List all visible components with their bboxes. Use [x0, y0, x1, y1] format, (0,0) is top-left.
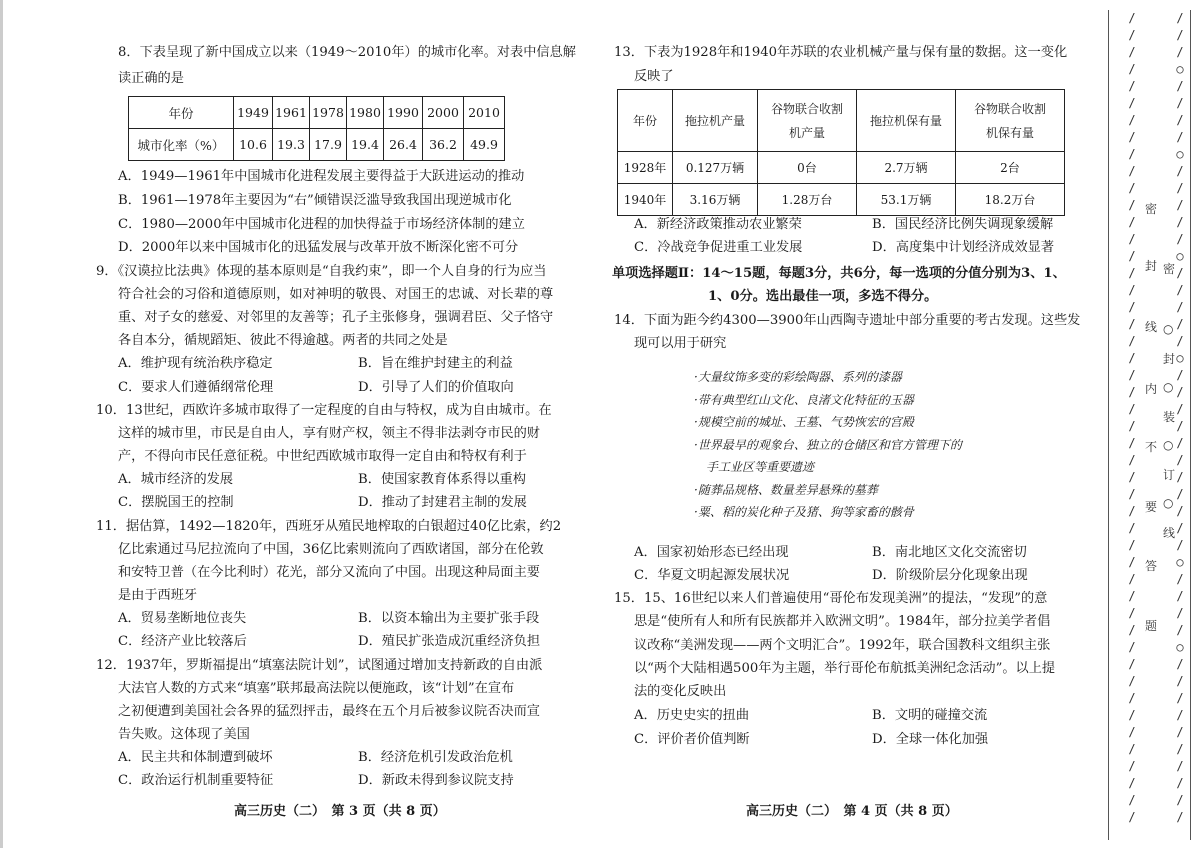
binding-dashes: / / / / / / / / / / / / / / / / / / / / / / / / / / / / / / / / / / / / / / / / / / / / / / / / — [1128, 11, 1136, 824]
q10-option-d: D．推动了封建君主制的发展 — [358, 495, 527, 510]
binding-rule — [1190, 10, 1191, 840]
q11-stem: 和安特卫普（在今比利时）花光，部分又流向了中国。出现这种局面主要 — [118, 565, 540, 580]
q13-td: 0台 — [758, 152, 857, 184]
q14-bullet-list — [694, 366, 962, 524]
q8-th: 1990 — [384, 97, 423, 129]
q13-td: 53.1万辆 — [857, 184, 956, 216]
q14-bullet: ·世界最早的观象台、独立的仓储区和官方管理下的 — [694, 437, 962, 452]
q8-td: 19.3 — [273, 129, 310, 161]
q10-option-a: A．城市经济的发展 — [118, 472, 234, 487]
q9-option-a: A．维护现有统治秩序稳定 — [118, 356, 273, 371]
q13-td: 1940年 — [618, 184, 673, 216]
q13-stem-2: 反映了 — [634, 69, 674, 84]
q8-option-d: D．2000年以来中国城市化的迅猛发展与改革开放不断深化密不可分 — [118, 240, 519, 255]
q10-stem: 10．13世纪，西欧许多城市取得了一定程度的自由与特权，成为自由城市。在 — [96, 403, 552, 418]
q14-stem-2: 现可以用于研究 — [634, 336, 727, 351]
q13-option-d: D．高度集中计划经济成效显著 — [872, 240, 1055, 255]
q13-option-b: B．国民经济比例失调现象缓解 — [872, 217, 1054, 232]
q14-option-c: C．华夏文明起源发展状况 — [634, 568, 790, 583]
q13-th: 拖拉机产量 — [673, 90, 758, 152]
binding-mark: ○ — [1163, 496, 1174, 510]
q11-stem: 是由于西班牙 — [118, 588, 198, 603]
q8-th: 2000 — [423, 97, 464, 129]
q8-th: 1961 — [273, 97, 310, 129]
q8-td: 36.2 — [423, 129, 464, 161]
q15-option-a: A．历史史实的扭曲 — [634, 708, 750, 723]
q8-stem-2: 读正确的是 — [118, 71, 184, 86]
q10-stem: 这样的城市里，市民是自由人，享有财产权，领主不得非法剥夺市民的财 — [118, 426, 540, 441]
q15-stem: 15．15、16世纪以来人们普遍使用“哥伦布发现美洲”的提法，“发现”的意 — [614, 591, 1048, 606]
binding-mark: 密 — [1163, 262, 1176, 276]
q13-option-c: C．冷战竞争促进重工业发展 — [634, 240, 803, 255]
q15-stem: 思是“使所有人和所有民族都并入欧洲文明”。1984年，部分拉美学者倡 — [634, 614, 1051, 629]
q9-stem: 符合社会的习俗和道德原则，如对神明的敬畏、对国王的忠诚、对长辈的尊 — [118, 287, 554, 302]
binding-char: 内 — [1145, 382, 1158, 396]
binding-mark: 封 — [1163, 352, 1176, 366]
q15-option-d: D．全球一体化加强 — [872, 732, 989, 747]
q11-stem: 亿比索通过马尼拉流向了中国，36亿比索则流向了西欧诸国，部分在伦敦 — [118, 542, 544, 557]
q8-th: 1978 — [310, 97, 347, 129]
q11-option-a: A．贸易垄断地位丧失 — [118, 611, 247, 626]
binding-char: 要 — [1145, 500, 1158, 514]
binding-char: 题 — [1145, 619, 1158, 633]
q8-th: 2010 — [464, 97, 505, 129]
q8-td: 49.9 — [464, 129, 505, 161]
q12-option-b: B．经济危机引发政治危机 — [358, 750, 513, 765]
q8-stem-1: 8．下表呈现了新中国成立以来（1949～2010年）的城市化率。对表中信息解 — [118, 45, 576, 60]
q14-bullet: ·规模空前的城址、王墓、气势恢宏的宫殿 — [694, 415, 914, 429]
binding-mark: ○ — [1163, 322, 1174, 336]
q13-td: 18.2万台 — [956, 184, 1065, 216]
q15-stem: 议改称“美洲发现——两个文明汇合”。1992年，联合国教科文组织主张 — [634, 638, 1051, 653]
q14-bullet: ·带有典型红山文化、良渚文化特征的玉器 — [694, 392, 914, 407]
q12-option-c: C．政治运行机制重要特征 — [118, 773, 274, 788]
binding-char: 线 — [1145, 320, 1158, 334]
q10-stem: 产，不得向市民任意征税。中世纪西欧城市取得一定自由和特权有利于 — [118, 449, 527, 464]
q15-stem: 法的变化反映出 — [634, 684, 727, 699]
binding-char: 封 — [1145, 259, 1158, 273]
q13-td: 3.16万辆 — [673, 184, 758, 216]
q12-stem: 告失败。这体现了美国 — [118, 727, 250, 742]
q14-bullet: ·粟、稻的炭化种子及猪、狗等家畜的骸骨 — [694, 505, 914, 519]
scan-edge — [0, 0, 3, 848]
q13-td: 1928年 — [618, 152, 673, 184]
q14-option-d: D．阶级阶层分化现象出现 — [872, 568, 1028, 583]
q8-td: 城市化率（%） — [129, 129, 234, 161]
q12-stem: 12．1937年，罗斯福提出“填塞法院计划”，试图通过增加支持新政的自由派 — [96, 658, 543, 673]
q13-option-a: A．新经济政策推动农业繁荣 — [634, 217, 802, 232]
q8-option-b: B．1961—1978年主要因为“右”倾错误泛滥导致我国出现逆城市化 — [118, 193, 512, 208]
q13-table — [617, 89, 1065, 216]
q8-th: 1980 — [347, 97, 384, 129]
section-header-2: 1、0分。选出最佳一项，多选不得分。 — [708, 289, 938, 304]
q14-bullet: ·随葬品规格、数量差异悬殊的墓葬 — [694, 482, 878, 497]
binding-char: 答 — [1145, 559, 1158, 573]
q9-stem: 各自本分，循规蹈矩、彼此不得逾越。两者的共同之处是 — [118, 333, 448, 348]
section-header-1: 单项选择题Ⅱ：14～15题，每题3分，共6分，每一选项的分值分别为3、1、 — [612, 266, 1066, 281]
binding-dashes: / / / ○ / / / / ○ / / / / / ○ / / / / / ○ / / / / / / / / / / / ○ / / / / ○ / / / / / / / / / / — [1176, 11, 1184, 824]
q12-option-d: D．新政未得到参议院支持 — [358, 773, 514, 788]
q14-option-b: B．南北地区文化交流密切 — [872, 545, 1027, 560]
q11-option-d: D．殖民扩张造成沉重经济负担 — [358, 634, 541, 649]
q9-option-c: C．要求人们遵循纲常伦理 — [118, 380, 274, 395]
q13-stem-1: 13．下表为1928年和1940年苏联的农业机械产量与保有量的数据。这一变化 — [614, 45, 1068, 60]
binding-mark: 装 — [1163, 410, 1176, 424]
q14-bullet: ·大量纹饰多变的彩绘陶器、系列的漆器 — [694, 370, 902, 384]
q15-stem: 以“两个大陆相遇500年为主题，举行哥伦布航抵美洲纪念活动”。以上提 — [634, 661, 1056, 676]
q9-stem: 重、对子女的慈爱、对邻里的友善等；孔子主张修身，强调君臣、父子恪守 — [118, 310, 554, 325]
q9-option-d: D．引导了人们的价值取向 — [358, 380, 514, 395]
footer-left: 高三历史（二） 第 3 页（共 8 页） — [234, 804, 446, 819]
q11-stem: 11．据估算，1492—1820年，西班牙从殖民地榨取的白银超过40亿比索，约2 — [96, 519, 562, 534]
q13-td: 0.127万辆 — [673, 152, 758, 184]
q13-th: 年份 — [618, 90, 673, 152]
q12-stem: 大法官人数的方式来“填塞”联邦最高法院以便施政，该“计划”在宣布 — [118, 681, 515, 696]
q13-th: 谷物联合收割 机产量 — [758, 90, 857, 152]
q8-option-c: C．1980—2000年中国城市化进程的加快得益于市场经济体制的建立 — [118, 217, 525, 232]
binding-char: 不 — [1145, 440, 1158, 454]
q14-stem-1: 14．下面为距今约4300—3900年山西陶寺遗址中部分重要的考古发现。这些发 — [614, 313, 1081, 328]
q13-td: 1.28万台 — [758, 184, 857, 216]
q8-td: 19.4 — [347, 129, 384, 161]
binding-mark: ○ — [1163, 380, 1174, 394]
q10-option-b: B．使国家教育体系得以重构 — [358, 472, 526, 487]
q12-stem: 之初便遭到美国社会各界的猛烈抨击，最终在五个月后被参议院否决而宣 — [118, 704, 540, 719]
q13-th: 谷物联合收割 机保有量 — [956, 90, 1065, 152]
q12-option-a: A．民主共和体制遭到破坏 — [118, 750, 273, 765]
q8-td: 26.4 — [384, 129, 423, 161]
q9-option-b: B．旨在维护封建主的利益 — [358, 356, 513, 371]
binding-mark: 线 — [1163, 526, 1176, 540]
q15-option-c: C．评价者价值判断 — [634, 732, 750, 747]
q14-bullet: 手工业区等重要遗迹 — [694, 460, 815, 474]
q11-option-b: B．以资本输出为主要扩张手段 — [358, 611, 540, 626]
q11-option-c: C．经济产业比较落后 — [118, 634, 247, 649]
q8-th: 年份 — [129, 97, 234, 129]
footer-right: 高三历史（二） 第 4 页（共 8 页） — [746, 804, 958, 819]
q15-option-b: B．文明的碰撞交流 — [872, 708, 988, 723]
q14-option-a: A．国家初始形态已经出现 — [634, 545, 789, 560]
q8-td: 10.6 — [234, 129, 273, 161]
binding-mark: ○ — [1163, 438, 1174, 452]
binding-char: 密 — [1145, 202, 1158, 216]
q8-th: 1949 — [234, 97, 273, 129]
q9-stem: 9．《汉谟拉比法典》体现的基本原则是“自我约束”，即一个人自身的行为应当 — [96, 264, 547, 279]
binding-rule — [1108, 10, 1109, 840]
q13-td: 2台 — [956, 152, 1065, 184]
binding-mark: 订 — [1163, 468, 1176, 482]
q13-th: 拖拉机保有量 — [857, 90, 956, 152]
q10-option-c: C．摆脱国王的控制 — [118, 495, 234, 510]
q8-option-a: A．1949—1961年中国城市化进程发展主要得益于大跃进运动的推动 — [118, 169, 525, 184]
q8-table — [128, 96, 505, 161]
q8-td: 17.9 — [310, 129, 347, 161]
q13-td: 2.7万辆 — [857, 152, 956, 184]
